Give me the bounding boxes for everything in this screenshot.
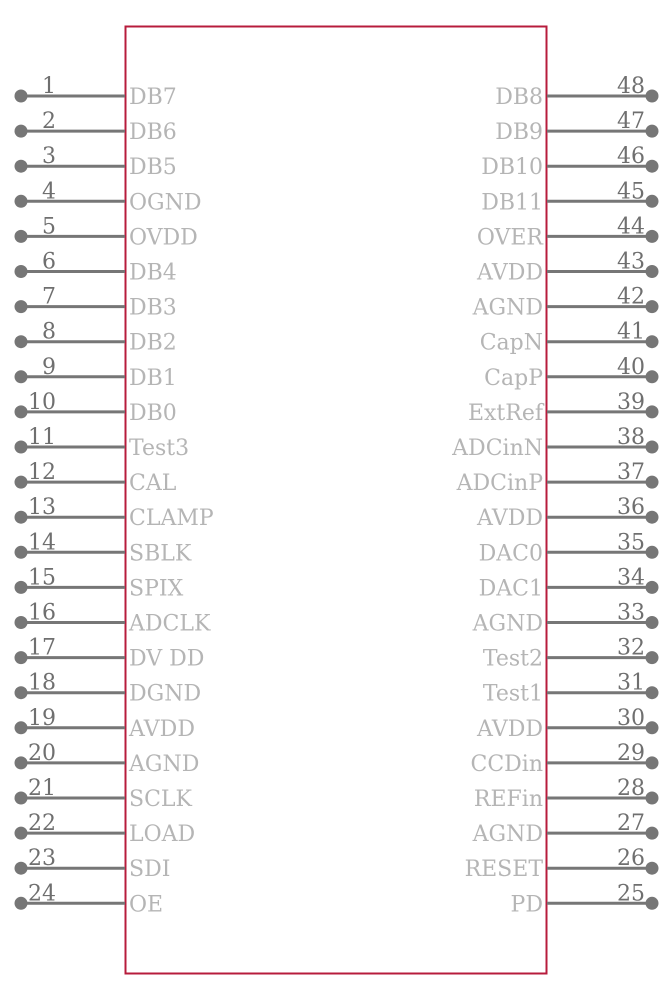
pin-label: OGND [129, 190, 202, 216]
pin-number: 7 [42, 284, 56, 310]
pin-label: DB1 [129, 365, 177, 391]
pin-terminal-dot [646, 546, 659, 559]
pin-terminal-dot [646, 405, 659, 418]
left-pin-group [15, 74, 214, 917]
pin-label: DB0 [129, 400, 177, 426]
pin-terminal-dot [646, 792, 659, 805]
pin-label: DB11 [481, 190, 543, 216]
pin-label: Test1 [482, 681, 543, 707]
pin-terminal-dot [646, 651, 659, 664]
pin-label: ExtRef [467, 400, 543, 426]
pin-terminal-dot [646, 511, 659, 524]
pin-terminal-dot [646, 756, 659, 769]
pin-number: 20 [28, 740, 56, 766]
pin-label: DB10 [481, 155, 543, 181]
pin-label: LOAD [129, 822, 196, 848]
pin-number: 26 [617, 846, 645, 872]
pin-terminal-dot [15, 581, 28, 594]
pin-number: 6 [42, 249, 56, 275]
pin-number: 8 [42, 319, 56, 345]
pin-label: ADCLK [129, 611, 211, 637]
pin-number: 44 [617, 214, 645, 240]
pin-terminal-dot [15, 546, 28, 559]
pin-label: DB2 [129, 330, 177, 356]
pin-number: 27 [617, 811, 645, 837]
pin-terminal-dot [646, 195, 659, 208]
pin-label: CCDin [470, 751, 543, 777]
pin-number: 45 [617, 179, 645, 205]
pin-number: 10 [28, 389, 56, 415]
pin-label: OE [129, 892, 164, 918]
pin-label: Test3 [129, 436, 190, 461]
pin-terminal-dot [646, 616, 659, 629]
pin-terminal-dot [646, 230, 659, 243]
pin-number: 3 [42, 144, 56, 170]
pin-number: 39 [617, 389, 645, 415]
pin-terminal-dot [15, 195, 28, 208]
pin-label: DB4 [129, 260, 177, 286]
pin-label: AVDD [477, 716, 543, 742]
pin-number: 43 [617, 249, 645, 275]
pin-terminal-dot [15, 827, 28, 840]
pin-label: AVDD [129, 716, 195, 742]
pin-terminal-dot [646, 265, 659, 278]
pin-label: DB8 [495, 85, 543, 110]
pin-label: AVDD [477, 260, 543, 286]
pin-number: 2 [42, 109, 56, 135]
pin-terminal-dot [15, 405, 28, 418]
pin-terminal-dot [646, 300, 659, 313]
pin-label: OVDD [129, 225, 198, 251]
pin-number: 15 [28, 565, 56, 591]
pin-terminal-dot [15, 230, 28, 243]
pin-number: 30 [617, 705, 645, 731]
pin-number: 5 [42, 214, 56, 240]
pin-terminal-dot [15, 370, 28, 383]
pin-label: PD [510, 892, 543, 918]
pin-terminal-dot [646, 90, 659, 103]
pin-number: 16 [28, 600, 56, 626]
pin-number: 25 [617, 881, 645, 907]
pin-number: 46 [617, 144, 645, 170]
pin-label: DAC0 [478, 541, 543, 567]
pin-terminal-dot [15, 651, 28, 664]
pin-label: OVER [476, 225, 543, 251]
pin-label: DAC1 [478, 576, 543, 602]
pin-label: CapN [479, 330, 543, 356]
pin-label: RESET [464, 857, 543, 883]
pin-terminal-dot [15, 160, 28, 173]
pin-label: AVDD [477, 506, 543, 532]
pin-label: DB3 [129, 295, 177, 321]
pin-terminal-dot [646, 335, 659, 348]
pin-number: 37 [617, 460, 645, 486]
pin-label: DB9 [495, 120, 543, 146]
pin-label: DB7 [129, 85, 177, 110]
pin-number: 11 [28, 425, 56, 450]
pin-terminal-dot [15, 265, 28, 278]
pin-number: 12 [28, 460, 56, 486]
pin-number: 17 [28, 635, 56, 661]
pin-terminal-dot [15, 792, 28, 805]
pin-number: 18 [28, 670, 56, 696]
pin-number: 21 [28, 776, 56, 801]
pin-terminal-dot [646, 721, 659, 734]
pin-label: SCLK [129, 787, 192, 812]
pin-number: 29 [617, 740, 645, 766]
pin-number: 42 [617, 284, 645, 310]
pin-terminal-dot [15, 686, 28, 699]
pin-number: 13 [28, 495, 56, 521]
pin-terminal-dot [646, 581, 659, 594]
pin-terminal-dot [15, 476, 28, 489]
pin-number: 32 [617, 635, 645, 661]
pin-label: AGND [129, 751, 200, 777]
pin-number: 9 [42, 354, 56, 380]
pin-terminal-dot [15, 616, 28, 629]
pin-label: ADCinP [456, 471, 543, 497]
pin-number: 4 [42, 179, 56, 205]
pin-label: DB6 [129, 120, 177, 146]
pin-number: 1 [42, 74, 56, 99]
pin-label: AGND [472, 822, 543, 848]
pin-number: 19 [28, 705, 56, 731]
pin-terminal-dot [15, 721, 28, 734]
pin-terminal-dot [15, 441, 28, 454]
pin-number: 34 [617, 565, 645, 591]
pin-number: 24 [28, 881, 56, 907]
pin-terminal-dot [646, 125, 659, 138]
pin-number: 33 [617, 600, 645, 626]
pin-terminal-dot [15, 125, 28, 138]
pin-label: CapP [484, 365, 543, 391]
pin-label: SPIX [129, 576, 184, 602]
pin-number: 35 [617, 530, 645, 556]
pin-label: DB5 [129, 155, 177, 181]
pin-label: Test2 [482, 646, 543, 672]
pin-number: 48 [617, 74, 645, 99]
pin-label: SBLK [129, 541, 192, 567]
pin-terminal-dot [15, 335, 28, 348]
pin-terminal-dot [646, 476, 659, 489]
pin-terminal-dot [15, 511, 28, 524]
pin-number: 41 [617, 319, 645, 345]
pin-label: SDI [129, 857, 171, 883]
pin-number: 47 [617, 109, 645, 135]
pin-number: 31 [617, 670, 645, 696]
pin-terminal-dot [646, 897, 659, 910]
pin-terminal-dot [646, 827, 659, 840]
pin-number: 38 [617, 425, 645, 450]
pin-label: AGND [472, 295, 543, 321]
pin-terminal-dot [15, 90, 28, 103]
pin-number: 23 [28, 846, 56, 872]
pin-terminal-dot [646, 441, 659, 454]
pin-terminal-dot [15, 862, 28, 875]
pin-number: 40 [617, 354, 645, 380]
pin-label: ADCinN [452, 436, 543, 461]
pin-number: 28 [617, 776, 645, 801]
pin-terminal-dot [15, 300, 28, 313]
pin-label: DV DD [129, 646, 205, 672]
pin-number: 36 [617, 495, 645, 521]
pin-label: AGND [472, 611, 543, 637]
pin-label: REFin [473, 787, 543, 812]
pin-terminal-dot [15, 897, 28, 910]
pin-number: 22 [28, 811, 56, 837]
pin-terminal-dot [646, 862, 659, 875]
pin-terminal-dot [646, 160, 659, 173]
right-pin-group [451, 74, 658, 917]
pin-label: CAL [129, 471, 177, 497]
pin-terminal-dot [15, 756, 28, 769]
pin-label: CLAMP [129, 506, 214, 532]
pin-terminal-dot [646, 686, 659, 699]
pin-label: DGND [129, 681, 202, 707]
pin-number: 14 [28, 530, 56, 556]
pin-terminal-dot [646, 370, 659, 383]
